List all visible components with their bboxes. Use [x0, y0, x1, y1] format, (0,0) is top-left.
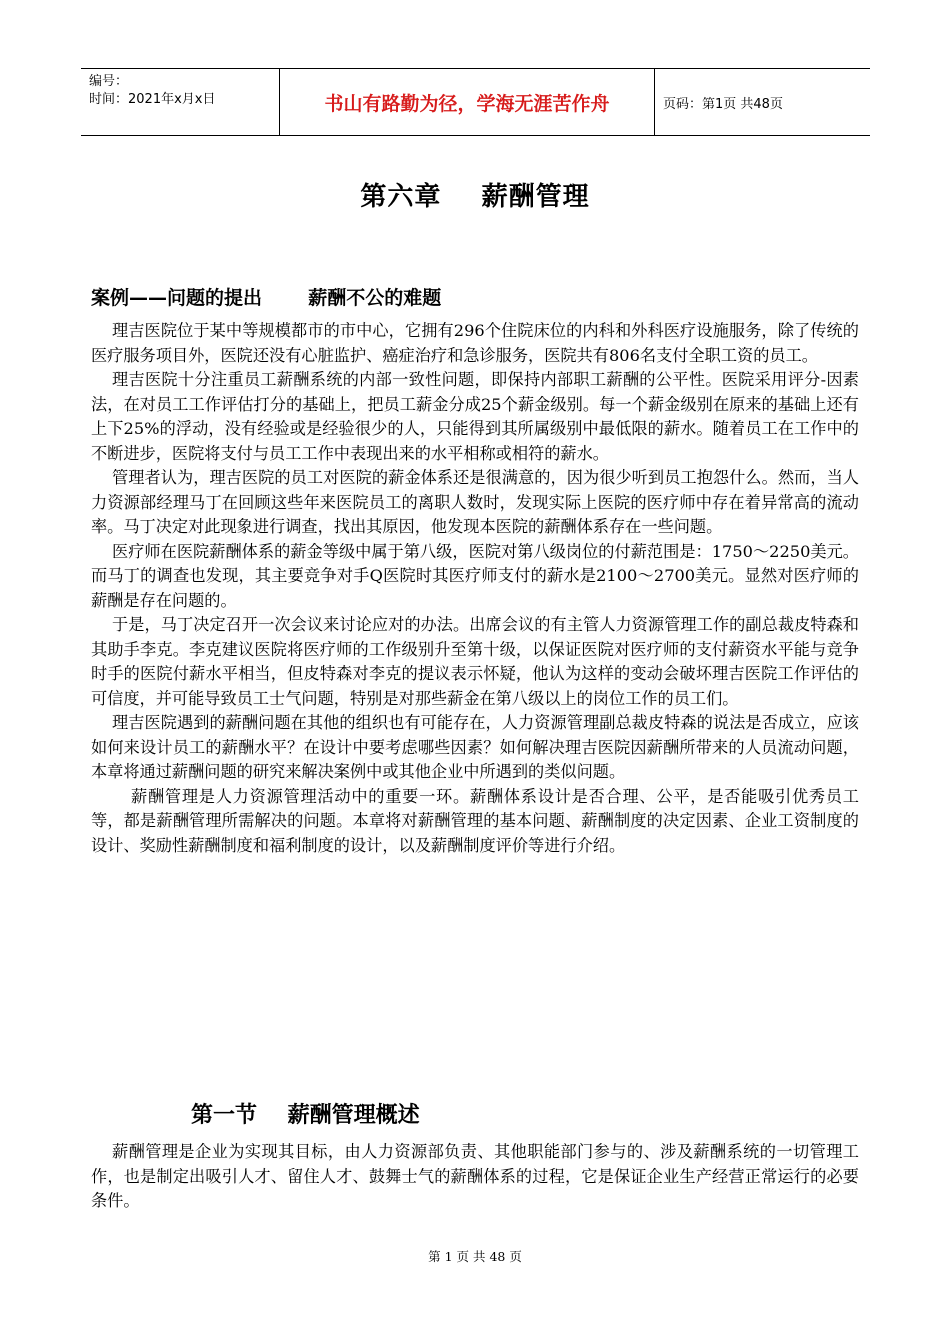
- case-paragraph: 理吉医院位于某中等规模都市的市中心，它拥有296个住院床位的内科和外科医疗设施服务，除了传统的医疗服务项目外，医院还没有心脏监护、癌症治疗和急诊服务，医院共有806名支付全职工资的员工。: [91, 321, 859, 365]
- document-number-label: 编号：: [89, 74, 129, 89]
- chapter-title: 第六章 薪酬管理: [360, 182, 590, 212]
- case-paragraph: 于是，马丁决定召开一次会议来讨论应对的办法。出席会议的有主管人力资源管理工作的副总裁皮特森和其助手李克。李克建议医院将医疗师的工作级别升至第十级，以保证医院对医疗师的支付薪资水平能与竞争时手的医院付薪水平相当，但皮特森对李克的提议表示怀疑，他认为这样的变动会破坏理吉医院工作评估的可信度，并可能导致员工士气问题，特别是对那些薪金在第八级以上的岗位工作的员工们。: [91, 615, 859, 708]
- header-page-info: 页码：第1页 共48页: [663, 96, 783, 112]
- case-paragraph: 理吉医院十分注重员工薪酬系统的内部一致性问题，即保持内部职工薪酬的公平性。医院采用评分-因素法，在对员工工作评估打分的基础上，把员工薪金分成25个薪金级别。每一个薪金级别在原来的基础上还有上下25%的浮动，没有经验或是经验很少的人，只能得到其所属级别中最低限的薪水。随着员工在工作中的不断进步，医院将支付与员工工作中表现出来的水平相称或相符的薪水。: [91, 370, 859, 463]
- section-body: [91, 1140, 859, 1214]
- header-meta-cell: [81, 69, 280, 135]
- case-title: 案例——问题的提出 薪酬不公的难题: [91, 287, 442, 309]
- case-paragraph: 理吉医院遇到的薪酬问题在其他的组织也有可能存在，人力资源管理副总裁皮特森的说法是否成立，应该如何来设计员工的薪酬水平？在设计中要考虑哪些因素？如何解决理吉医院因薪酬所带来的人员流动问题，本章将通过薪酬问题的研究来解决案例中或其他企业中所遇到的类似问题。: [91, 713, 859, 781]
- document-time-label: 时间：2021年x月x日: [89, 92, 216, 107]
- header-table: [81, 68, 870, 136]
- header-motto: 书山有路勤为径，学海无涯苦作舟: [280, 69, 655, 135]
- page-footer: 第 1 页 共 48 页: [428, 1249, 522, 1264]
- case-paragraph: 医疗师在医院薪酬体系的薪金等级中属于第八级，医院对第八级岗位的付薪范围是：1750～2250美元。而马丁的调查也发现，其主要竞争对手Q医院时其医疗师支付的薪水是2100～2700美元。显然对医疗师的薪酬是存在问题的。: [91, 541, 859, 610]
- section-paragraph: 薪酬管理是企业为实现其目标，由人力资源部负责、其他职能部门参与的、涉及薪酬系统的一切管理工作，也是制定出吸引人才、留住人才、鼓舞士气的薪酬体系的过程，它是保证企业生产经营正常运行的必要条件。: [91, 1142, 859, 1210]
- case-body: [91, 319, 859, 858]
- section-title: 第一节 薪酬管理概述: [191, 1103, 420, 1128]
- case-paragraph: 薪酬管理是人力资源管理活动中的重要一环。薪酬体系设计是否合理、公平，是否能吸引优秀员工等，都是薪酬管理所需解决的问题。本章将对薪酬管理的基本问题、薪酬制度的决定因素、企业工资制度的设计、奖励性薪酬制度和福利制度的设计，以及薪酬制度评价等进行介绍。: [91, 786, 859, 855]
- case-paragraph: 管理者认为，理吉医院的员工对医院的薪金体系还是很满意的，因为很少听到员工抱怨什么。然而，当人力资源部经理马丁在回顾这些年来医院员工的离职人数时，发现实际上医院的医疗师中存在着异常高的流动率。马丁决定对此现象进行调查，找出其原因，他发现本医院的薪酬体系存在一些问题。: [91, 468, 859, 536]
